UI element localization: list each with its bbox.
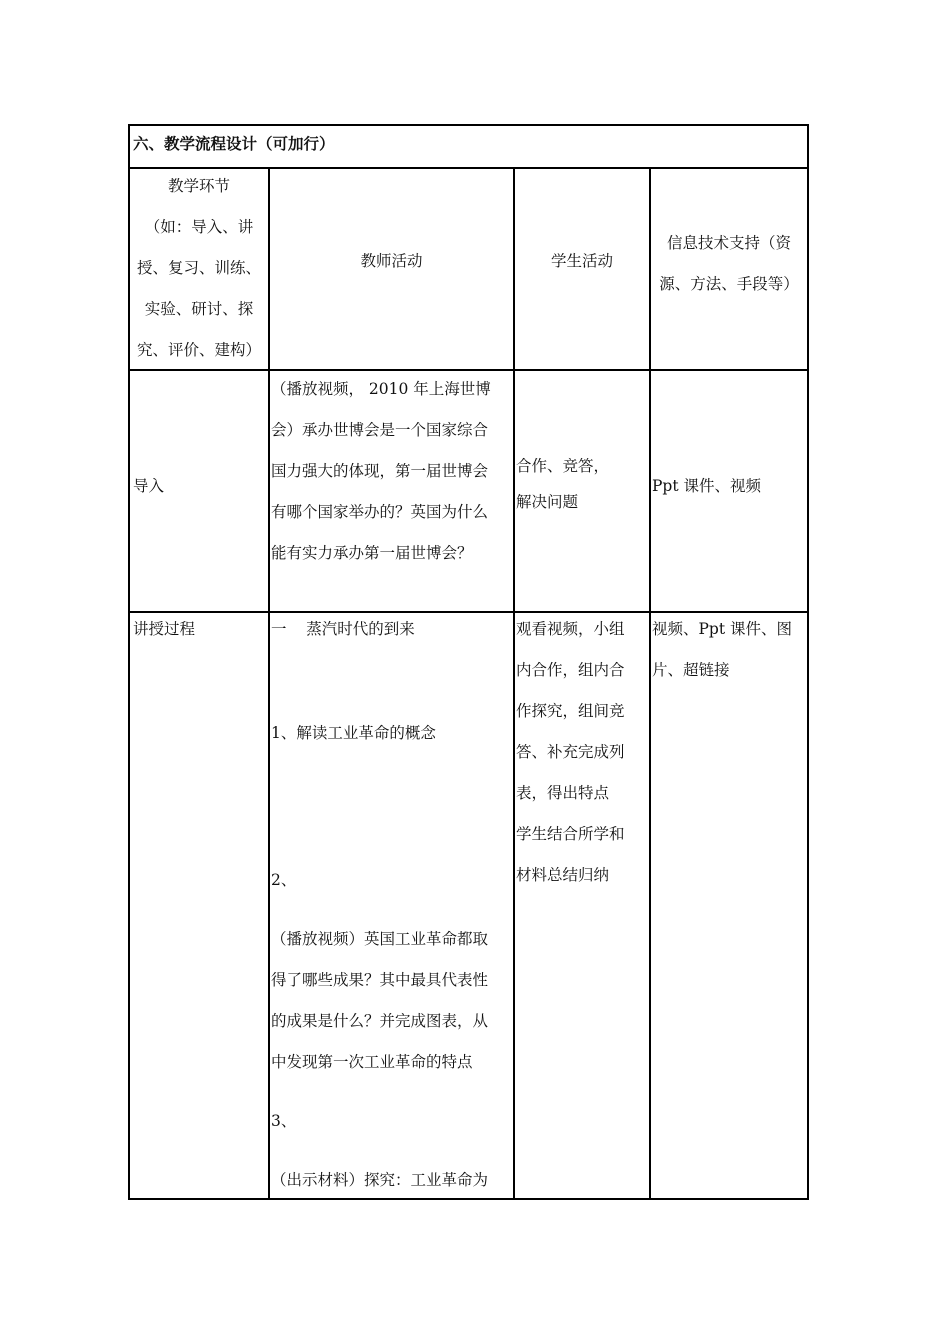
section-title: 六、教学流程设计（可加行） <box>133 134 335 153</box>
header-teacher-activity: 教师活动 <box>360 252 423 270</box>
column-divider <box>513 167 515 1198</box>
header-stage: 教学环节 （如：导入、讲 授、复习、训练、 实验、研讨、探 究、评价、建构） <box>136 177 261 359</box>
lecture-item-1: 1、解读工业革命的概念 <box>271 724 436 742</box>
row-intro-tech: Ppt 课件、视频 <box>652 477 762 495</box>
lecture-item-3: 3、 <box>271 1112 297 1130</box>
teaching-flow-table <box>128 124 809 1200</box>
column-divider <box>268 167 270 1198</box>
header-tech-support: 信息技术支持（资 源、方法、手段等） <box>659 234 799 293</box>
row-lecture-tech: 视频、Ppt 课件、图 片、超链接 <box>652 620 793 679</box>
row-intro-teacher: （播放视频， 2010 年上海世博 会）承办世博会是一个国家综合 国力强大的体现，第一届世博会 有哪个国家举办的？英国为什么 能有实力承办第一届世博会？ <box>271 380 491 562</box>
row-intro-student: 合作、竞答， 解决问题 <box>516 457 610 511</box>
column-divider <box>649 167 651 1198</box>
row-lecture-stage: 讲授过程 <box>133 620 196 638</box>
row-lecture-teacher: 一 蒸汽时代的到来 1、解读工业革命的概念 2、 （播放视频）英国工业革命都取 得了哪些成果？其中最具代表性 的成果是什么？并完成图表，从 中发现第一次工业革命的特点 3、 （出示材料）探究：工业革命为 <box>271 609 511 1201</box>
header-student-activity: 学生活动 <box>550 252 613 270</box>
lecture-item-2: 2、 <box>271 871 297 889</box>
row-intro-stage: 导入 <box>133 477 165 495</box>
row-lecture-student: 观看视频，小组 内合作，组内合 作探究，组间竞 答、补充完成列 表，得出特点 学生结合所学和 材料总结归纳 <box>516 620 625 884</box>
lecture-heading: 一 蒸汽时代的到来 <box>271 620 415 638</box>
